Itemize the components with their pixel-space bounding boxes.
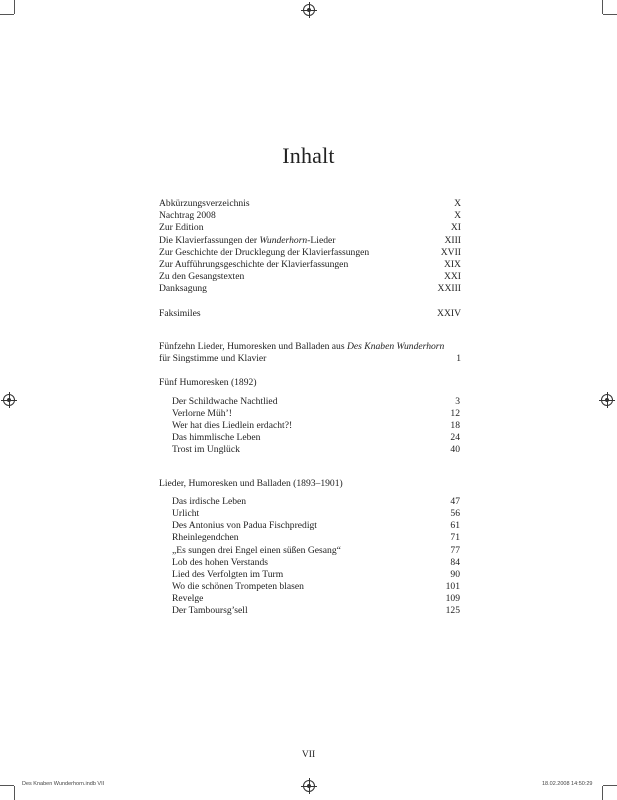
crop-mark — [603, 14, 617, 15]
toc-entry: Wer hat dies Liedlein erdacht?! 18 — [172, 420, 460, 431]
toc-collection-title: Fünfzehn Lieder, Humoresken und Balladen aus Des Knaben Wunderhorn — [159, 341, 445, 352]
toc-entry: Lied des Verfolgten im Turm 90 — [172, 569, 460, 580]
crop-mark — [603, 785, 617, 786]
registration-mark-bottom-icon — [303, 780, 315, 792]
toc-entry: Verlorne Müh’! 12 — [172, 408, 460, 419]
toc-entry: Trost im Unglück 40 — [172, 444, 460, 455]
crop-mark — [602, 786, 603, 800]
crop-mark — [14, 786, 15, 800]
toc-entry: Abkürzungsverzeichnis X — [159, 198, 461, 209]
toc-entry: Nachtrag 2008 X — [159, 210, 461, 221]
toc-entry: Zur Geschichte der Drucklegung der Klavierfassungen XVII — [159, 247, 461, 258]
page-title: Inhalt — [282, 143, 335, 168]
page-number: VII — [301, 749, 316, 760]
crop-mark — [14, 0, 15, 14]
toc-entry: Des Antonius von Padua Fischpredigt 61 — [172, 520, 460, 531]
toc-entry: Das irdische Leben 47 — [172, 496, 460, 507]
toc-entry: Der Tamboursg’sell 125 — [172, 605, 460, 616]
toc-entry: Lob des hohen Verstands 84 — [172, 557, 460, 568]
toc-entry: „Es sungen drei Engel einen süßen Gesang“ 77 — [172, 545, 460, 556]
toc-entry: Zur Aufführungsgeschichte der Klavierfassungen XIX — [159, 259, 461, 270]
registration-mark-top-icon — [303, 4, 315, 16]
toc-entry: Revelge 109 — [172, 593, 460, 604]
toc-entry: Wo die schönen Trompeten blasen 101 — [172, 581, 460, 592]
print-slug-left: Des Knaben Wunderhorn.indb VII — [22, 781, 105, 787]
toc-entry: Die Klavierfassungen der Wunderhorn-Lieder XIII — [159, 235, 461, 246]
toc-collection-subtitle: für Singstimme und Klavier 1 — [159, 353, 461, 364]
registration-mark-left-icon — [3, 394, 15, 406]
print-slug-right: 18.02.2008 14:50:29 — [542, 781, 593, 787]
registration-mark-right-icon — [601, 394, 613, 406]
crop-mark — [0, 785, 14, 786]
section-heading: Lieder, Humoresken und Balladen (1893–1901) — [159, 478, 343, 489]
toc-entry: Zu den Gesangstexten XXI — [159, 271, 461, 282]
section-heading: Fünf Humoresken (1892) — [159, 377, 257, 388]
toc-entry: Rheinlegendchen 71 — [172, 532, 460, 543]
toc-entry: Das himmlische Leben 24 — [172, 432, 460, 443]
crop-mark — [0, 14, 14, 15]
toc-entry-faksimiles: Faksimiles XXIV — [159, 308, 461, 319]
toc-entry: Zur Edition XI — [159, 222, 461, 233]
crop-mark — [602, 0, 603, 14]
toc-entry: Urlicht 56 — [172, 508, 460, 519]
toc-entry: Der Schildwache Nachtlied 3 — [172, 396, 460, 407]
toc-entry: Danksagung XXIII — [159, 283, 461, 294]
